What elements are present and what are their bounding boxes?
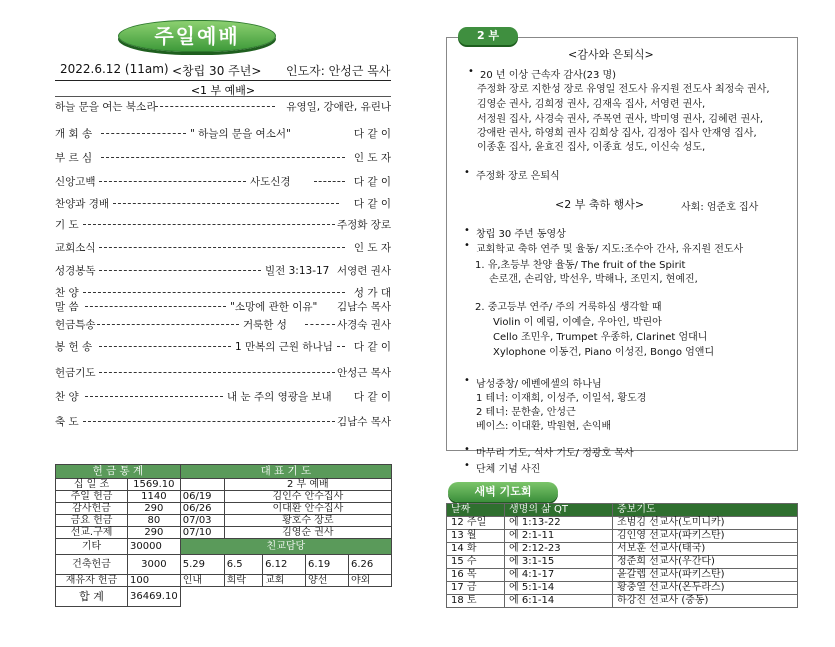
dawn-missionary: 김인영 선교사(파키스탄) (613, 530, 798, 543)
order-label: 찬 양 (55, 287, 79, 299)
dawn-header: 중보기도 (613, 504, 798, 517)
dawn-day: 12 주일 (447, 517, 505, 530)
part2-pill: 2 부 (458, 27, 518, 45)
event-item: 1 테너: 이재희, 이성주, 이일석, 황도경 (476, 393, 647, 404)
leader-line (337, 346, 345, 347)
order-label: 신앙고백 (55, 176, 96, 188)
dawn-header: 생명의 삶 QT (505, 504, 613, 517)
order-label: 말 씀 (55, 301, 79, 313)
event-item: 2 테너: 문한솔, 안성근 (476, 407, 576, 418)
order-label: 성경봉독 (55, 265, 96, 277)
order-detail: 1 만복의 근원 하나님 (235, 341, 333, 353)
part1-heading: <1 부 예배> (190, 84, 256, 97)
dawn-day: 16 목 (447, 569, 505, 582)
event-item: Xylophone 이동건, Piano 이성진, Bongo 엄앤디 (493, 347, 715, 358)
order-person: 성 가 대 (353, 287, 391, 299)
leader-line (97, 324, 239, 325)
order-row (55, 299, 391, 315)
thanks-line: 이종훈 집사, 윤효진 집사, 이종효 성도, 이신숙 성도, (477, 142, 706, 153)
offering-value: 290 (128, 527, 181, 539)
dawn-missionary: 윤갈렙 선교사(파키스탄) (613, 569, 798, 582)
order-detail: 빌전 3:13-17 (265, 265, 330, 277)
thanks-line: 서정원 집사, 사경숙 권사, 주목연 권사, 박미영 권사, 김혜련 권사, (477, 114, 764, 125)
dawn-missionary: 조범김 선교사(도미니카) (613, 517, 798, 530)
event-item: • 마무리 기도, 식사 기도/ 정광호 목사 (476, 444, 634, 459)
divider (55, 96, 391, 97)
offering-row (56, 515, 392, 527)
order-detail: " 하늘의 문을 여소서" (190, 128, 291, 140)
order-row (55, 240, 391, 256)
offering-key: 기타 (56, 539, 128, 555)
dawn-passage: 에 4:1-17 (505, 569, 613, 582)
event-item: • 교회학교 축하 연주 및 율동/ 지도:조수아 간사, 유지원 전도사 (476, 240, 743, 255)
offering-key: 주일 헌금 (56, 491, 128, 503)
dawn-header: 날짜 (447, 504, 505, 517)
leader-line (85, 306, 226, 307)
offering-key: 건축헌금 (56, 555, 128, 575)
offering-value: 1569.10 (128, 479, 181, 491)
leader-line (85, 396, 223, 397)
order-label: 교회소식 (55, 242, 96, 254)
dawn-row (447, 582, 798, 595)
divider (55, 80, 391, 81)
fellowship-date: 6.19 (306, 555, 349, 575)
leader-line (83, 292, 345, 293)
fellowship-group: 인내 (180, 575, 224, 587)
order-row (55, 126, 391, 142)
order-label: 찬양과 경배 (55, 198, 110, 210)
offering-value: 30000 (128, 539, 181, 555)
order-row (55, 99, 391, 115)
leader-line (113, 203, 339, 204)
offering-key: 선교.구제 (56, 527, 128, 539)
total-label: 합 계 (56, 587, 128, 607)
order-row (55, 389, 391, 405)
order-label: 헌금특송 (55, 319, 96, 331)
dawn-row (447, 543, 798, 556)
order-person: 안성근 목사 (336, 367, 391, 379)
dawn-missionary: 하강진 선교사 (중동) (613, 595, 798, 608)
fellowship-header: 친교담당 (180, 539, 391, 555)
leader-line (99, 247, 345, 248)
fellowship-date: 6.5 (224, 555, 262, 575)
order-person: 사경숙 권사 (336, 319, 391, 331)
fellowship-group: 야외 (349, 575, 392, 587)
leader-line (99, 346, 231, 347)
offering-row (56, 527, 392, 539)
order-row (55, 414, 391, 430)
event-item: • 단체 기념 사진 (476, 460, 540, 475)
page-title: 주일예배 (118, 20, 276, 52)
order-person: 다 같 이 (353, 128, 391, 140)
leader-line (314, 181, 345, 182)
offering-key: 십 일 조 (56, 479, 128, 491)
event-item: 1. 유,초등부 찬양 율동/ The fruit of the Spirit (475, 260, 686, 271)
prayer-date (180, 479, 224, 491)
prayer-name: 김인수 안수집사 (224, 491, 391, 503)
order-person: 주정화 장로 (336, 219, 391, 231)
offering-row (56, 479, 392, 491)
dawn-day: 17 금 (447, 582, 505, 595)
prayer-name: 이대환 안수집사 (224, 503, 391, 515)
fellowship-group: 양선 (306, 575, 349, 587)
order-person: 유영일, 강애란, 유린나 (286, 101, 391, 113)
leader-label: 인도자: 안성근 목사 (286, 64, 391, 78)
dawn-prayer-pill: 새벽 기도회 (448, 482, 558, 502)
dawn-passage: 에 2:12-23 (505, 543, 613, 556)
offering-key: 금요 헌금 (56, 515, 128, 527)
prayer-name: 2 부 예배 (224, 479, 391, 491)
anniversary-label: <창립 30 주년> (172, 64, 262, 78)
leader-line (101, 133, 186, 134)
prayer-date: 07/03 (180, 515, 224, 527)
leader-line (155, 106, 275, 107)
order-person: 다 같 이 (353, 176, 391, 188)
dawn-prayer-table (446, 503, 798, 608)
dawn-row (447, 517, 798, 530)
fellowship-date: 5.29 (180, 555, 224, 575)
thanks-line: • 20 년 이상 근속자 감사(23 명) (480, 66, 616, 81)
event-item: • 창립 30 주년 동영상 (476, 225, 566, 240)
order-person: 다 같 이 (353, 391, 391, 403)
leader-line (99, 181, 246, 182)
prayer-date: 06/19 (180, 491, 224, 503)
order-label: 부 르 심 (55, 152, 93, 164)
fellowship-date: 6.12 (263, 555, 306, 575)
order-detail: "소망에 관한 이유" (230, 301, 318, 313)
leader-line (83, 224, 335, 225)
fellowship-group: 교회 (263, 575, 306, 587)
leader-line (83, 421, 335, 422)
dawn-row (447, 595, 798, 608)
dawn-passage: 에 1:13-22 (505, 517, 613, 530)
prayer-name: 황호수 장로 (224, 515, 391, 527)
event-item: 손로갠, 손리암, 박선우, 박해나, 조민지, 현예진, (489, 274, 698, 285)
thanks-line: 김영순 권사, 김희정 권사, 김재옥 집사, 서영련 권사, (477, 99, 706, 110)
order-label: 기 도 (55, 219, 79, 231)
thanks-line: 주정화 장로 지한성 장로 유영일 전도사 유지원 전도사 최정숙 권사, (477, 84, 770, 95)
dawn-day: 14 화 (447, 543, 505, 556)
title-banner (118, 16, 276, 56)
event-item: 베이스: 이대환, 박원현, 손익배 (476, 421, 612, 432)
prayer-name: 김영순 권사 (224, 527, 391, 539)
fellowship-group: 희락 (224, 575, 262, 587)
order-label: 하늘 문을 여는 북소리 (55, 101, 157, 113)
event-item: Violin 이 예림, 이예슬, 우아인, 박린아 (493, 317, 662, 328)
order-detail: 내 눈 주의 영광을 보내 (227, 391, 332, 403)
dawn-day: 18 토 (447, 595, 505, 608)
order-row (55, 263, 391, 279)
order-person: 인 도 자 (353, 152, 391, 164)
event-item: • 남성중창/ 에벤에셀의 하나님 (476, 375, 602, 390)
offering-row (56, 503, 392, 515)
prayer-date: 07/10 (180, 527, 224, 539)
order-person: 다 같 이 (353, 198, 391, 210)
total-value: 36469.10 (128, 587, 181, 607)
dawn-row (447, 530, 798, 543)
event-item: Cello 조민우, Trumpet 우종하, Clarinet 엄대니 (493, 332, 708, 343)
leader-line (101, 157, 345, 158)
order-detail: 사도신경 (250, 176, 291, 188)
dawn-missionary: 정준희 선교사(우간다) (613, 556, 798, 569)
leader-line (99, 372, 335, 373)
service-date: 2022.6.12 (11am) (60, 62, 169, 76)
dawn-day: 15 수 (447, 556, 505, 569)
leader-line (305, 324, 335, 325)
offering-value: 3000 (128, 555, 181, 575)
dawn-missionary: 황충열 선교사(온두라스) (613, 582, 798, 595)
order-person: 인 도 자 (353, 242, 391, 254)
event-item: 2. 중고등부 연주/ 주의 거룩하심 생각할 때 (475, 302, 662, 313)
offering-header: 헌 금 통 계 (56, 465, 181, 479)
offering-value: 80 (128, 515, 181, 527)
dawn-row (447, 556, 798, 569)
order-person: 다 같 이 (353, 341, 391, 353)
order-row (55, 365, 391, 381)
order-label: 축 도 (55, 416, 79, 428)
order-row (55, 174, 391, 190)
thanks-line: 강애란 권사, 하영희 권사 김희상 집사, 김정아 집사 안재영 집사, (477, 128, 757, 139)
retirement-item: • 주정화 장로 은퇴식 (476, 167, 560, 182)
dawn-day: 13 월 (447, 530, 505, 543)
order-person: 김남수 목사 (336, 301, 391, 313)
order-label: 찬 양 (55, 391, 79, 403)
order-label: 개 회 송 (55, 128, 93, 140)
order-person: 서영련 권사 (336, 265, 391, 277)
thanks-heading: <감사와 은퇴식> (568, 48, 654, 61)
order-label: 봉 헌 송 (55, 341, 93, 353)
fellowship-date: 6.26 (349, 555, 392, 575)
order-row (55, 317, 391, 333)
order-row (55, 196, 391, 212)
mc-label: 사회: 엄준호 집사 (681, 202, 759, 213)
dawn-passage: 에 6:1-14 (505, 595, 613, 608)
offering-table (55, 464, 392, 607)
order-label: 헌금기도 (55, 367, 96, 379)
dawn-missionary: 서보훈 선교사(태국) (613, 543, 798, 556)
order-row (55, 339, 391, 355)
order-person: 김남수 목사 (336, 416, 391, 428)
dawn-row (447, 569, 798, 582)
offering-value: 290 (128, 503, 181, 515)
prayer-header: 대 표 기 도 (180, 465, 391, 479)
offering-row (56, 491, 392, 503)
offering-key: 감사헌금 (56, 503, 128, 515)
celebrate-heading: <2 부 축하 행사> (555, 198, 645, 211)
dawn-passage: 에 2:1-11 (505, 530, 613, 543)
offering-key: 재유자 헌금 (56, 575, 128, 587)
dawn-passage: 에 5:1-14 (505, 582, 613, 595)
order-row (55, 150, 391, 166)
prayer-date: 06/26 (180, 503, 224, 515)
leader-line (99, 270, 261, 271)
dawn-passage: 에 3:1-15 (505, 556, 613, 569)
offering-value: 100 (128, 575, 181, 587)
order-row (55, 217, 391, 233)
order-detail: 거룩한 성 (243, 319, 287, 331)
offering-value: 1140 (128, 491, 181, 503)
